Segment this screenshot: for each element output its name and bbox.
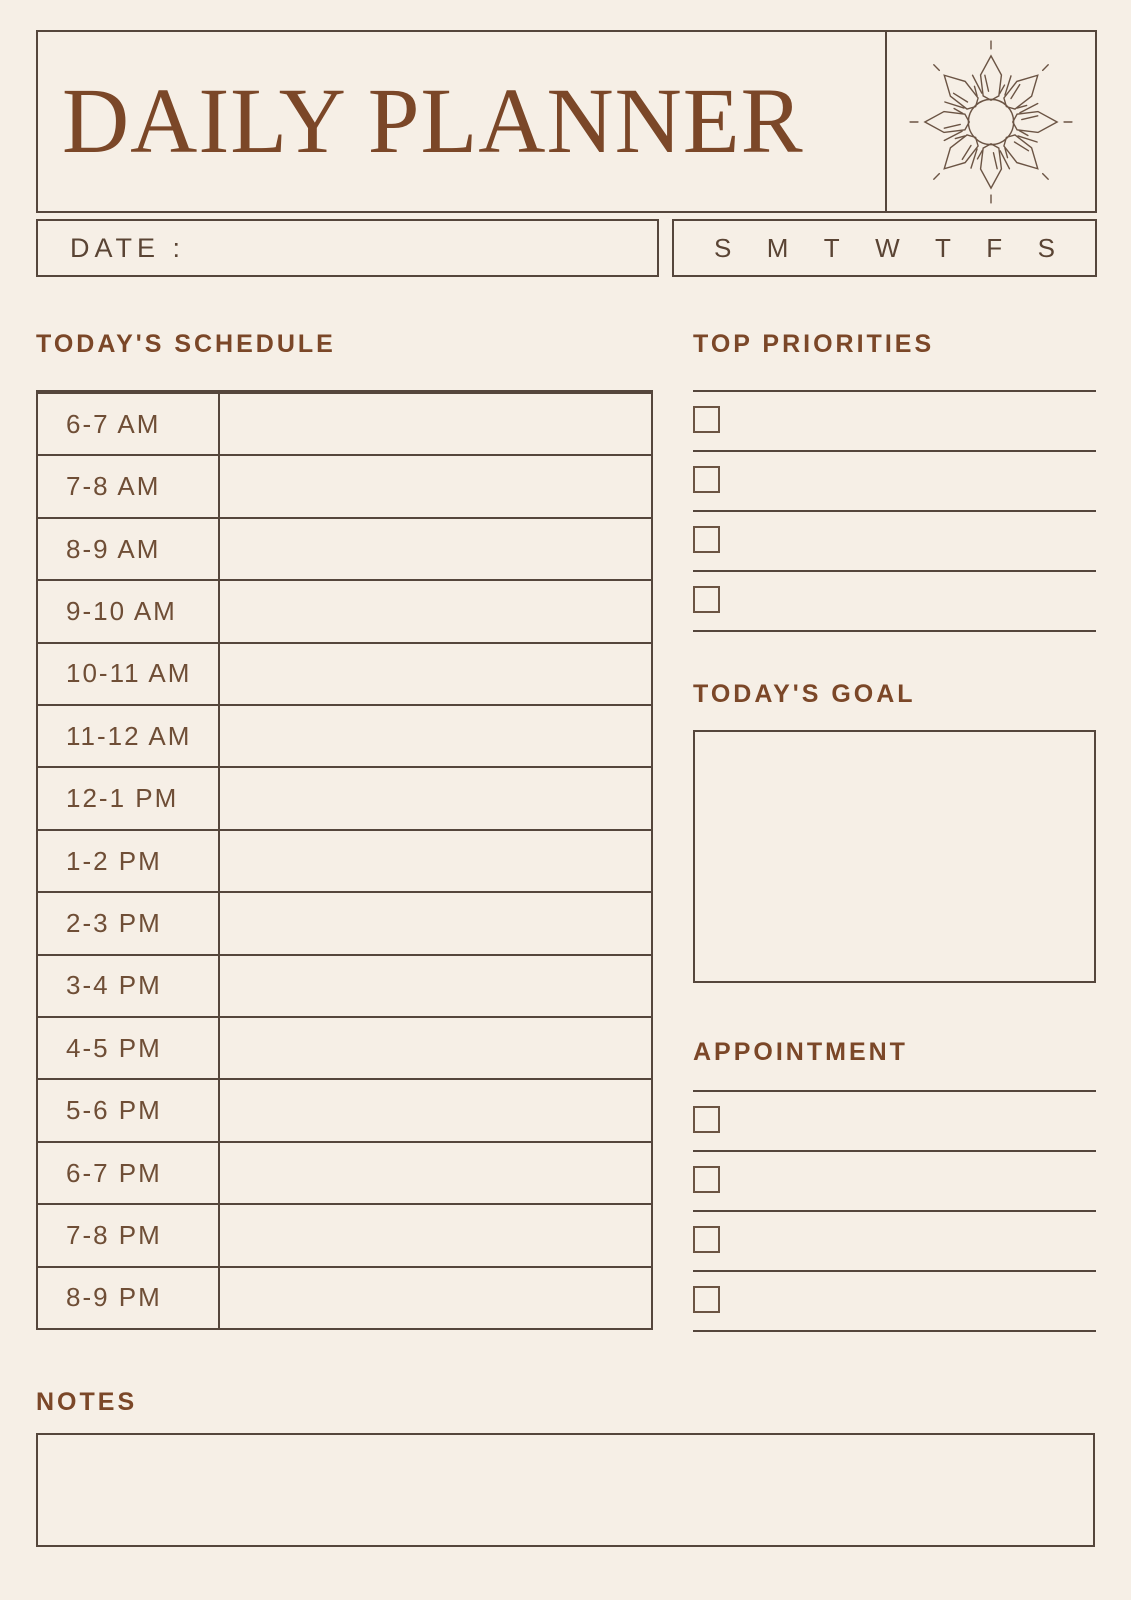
schedule-table <box>36 390 653 1330</box>
day-letter[interactable]: S <box>714 232 732 263</box>
schedule-entry-cell[interactable] <box>220 706 651 766</box>
appointment-row[interactable] <box>693 1270 1096 1330</box>
schedule-entry-cell[interactable] <box>220 394 651 454</box>
day-letter[interactable]: W <box>875 232 900 263</box>
schedule-row <box>38 1203 651 1265</box>
appointment-row[interactable] <box>693 1150 1096 1210</box>
priority-row[interactable] <box>693 450 1096 510</box>
appointment-row[interactable] <box>693 1210 1096 1270</box>
schedule-row <box>38 454 651 516</box>
sun-decoration-cell <box>887 32 1095 211</box>
priority-row[interactable] <box>693 570 1096 630</box>
priorities-heading: TOP PRIORITIES <box>693 330 935 358</box>
schedule-entry-cell[interactable] <box>220 456 651 516</box>
header <box>36 30 1097 213</box>
goal-heading: TODAY'S GOAL <box>693 680 916 708</box>
schedule-row <box>38 579 651 641</box>
notes-heading: NOTES <box>36 1388 138 1416</box>
schedule-row <box>38 517 651 579</box>
time-slot-label: 4-5 PM <box>38 1018 220 1078</box>
schedule-entry-cell[interactable] <box>220 519 651 579</box>
date-field[interactable] <box>36 219 659 277</box>
priorities-list <box>693 390 1096 632</box>
time-slot-label: 8-9 PM <box>38 1268 220 1328</box>
time-slot-label: 3-4 PM <box>38 956 220 1016</box>
schedule-entry-cell[interactable] <box>220 1080 651 1140</box>
date-label: DATE : <box>70 232 186 263</box>
priority-row[interactable] <box>693 390 1096 450</box>
time-slot-label: 1-2 PM <box>38 831 220 891</box>
schedule-row <box>38 829 651 891</box>
schedule-row <box>38 1266 651 1328</box>
schedule-entry-cell[interactable] <box>220 1268 651 1328</box>
schedule-row <box>38 1078 651 1140</box>
priority-checkbox[interactable] <box>693 466 720 493</box>
goal-input-box[interactable] <box>693 730 1096 983</box>
appointment-checkbox[interactable] <box>693 1286 720 1313</box>
appointment-list <box>693 1090 1096 1332</box>
appointment-checkbox[interactable] <box>693 1166 720 1193</box>
time-slot-label: 10-11 AM <box>38 644 220 704</box>
title-cell <box>38 32 887 211</box>
schedule-row <box>38 766 651 828</box>
day-selector <box>672 219 1097 277</box>
priority-row[interactable] <box>693 510 1096 570</box>
day-letter[interactable]: T <box>823 232 840 263</box>
priority-checkbox[interactable] <box>693 526 720 553</box>
time-slot-label: 7-8 AM <box>38 456 220 516</box>
schedule-row <box>38 891 651 953</box>
time-slot-label: 7-8 PM <box>38 1205 220 1265</box>
time-slot-label: 6-7 AM <box>38 394 220 454</box>
time-slot-label: 6-7 PM <box>38 1143 220 1203</box>
schedule-entry-cell[interactable] <box>220 831 651 891</box>
sun-icon <box>904 35 1078 209</box>
schedule-row <box>38 392 651 454</box>
schedule-entry-cell[interactable] <box>220 956 651 1016</box>
appointment-checkbox[interactable] <box>693 1106 720 1133</box>
schedule-row <box>38 642 651 704</box>
schedule-row <box>38 954 651 1016</box>
schedule-entry-cell[interactable] <box>220 768 651 828</box>
priority-checkbox[interactable] <box>693 406 720 433</box>
appointment-row[interactable] <box>693 1090 1096 1150</box>
time-slot-label: 12-1 PM <box>38 768 220 828</box>
day-letter[interactable]: S <box>1037 232 1055 263</box>
schedule-row <box>38 1141 651 1203</box>
appointment-heading: APPOINTMENT <box>693 1038 908 1066</box>
schedule-entry-cell[interactable] <box>220 1143 651 1203</box>
time-slot-label: 9-10 AM <box>38 581 220 641</box>
day-letter[interactable]: F <box>986 232 1003 263</box>
schedule-entry-cell[interactable] <box>220 893 651 953</box>
schedule-entry-cell[interactable] <box>220 1205 651 1265</box>
schedule-entry-cell[interactable] <box>220 644 651 704</box>
time-slot-label: 2-3 PM <box>38 893 220 953</box>
schedule-row <box>38 1016 651 1078</box>
time-slot-label: 8-9 AM <box>38 519 220 579</box>
schedule-heading: TODAY'S SCHEDULE <box>36 330 336 358</box>
appointment-checkbox[interactable] <box>693 1226 720 1253</box>
time-slot-label: 11-12 AM <box>38 706 220 766</box>
schedule-entry-cell[interactable] <box>220 581 651 641</box>
day-letter[interactable]: T <box>935 232 951 263</box>
page-title: DAILY PLANNER <box>62 70 804 173</box>
day-letter[interactable]: M <box>766 232 789 263</box>
time-slot-label: 5-6 PM <box>38 1080 220 1140</box>
priority-checkbox[interactable] <box>693 586 720 613</box>
notes-input-box[interactable] <box>36 1433 1095 1547</box>
schedule-row <box>38 704 651 766</box>
schedule-entry-cell[interactable] <box>220 1018 651 1078</box>
